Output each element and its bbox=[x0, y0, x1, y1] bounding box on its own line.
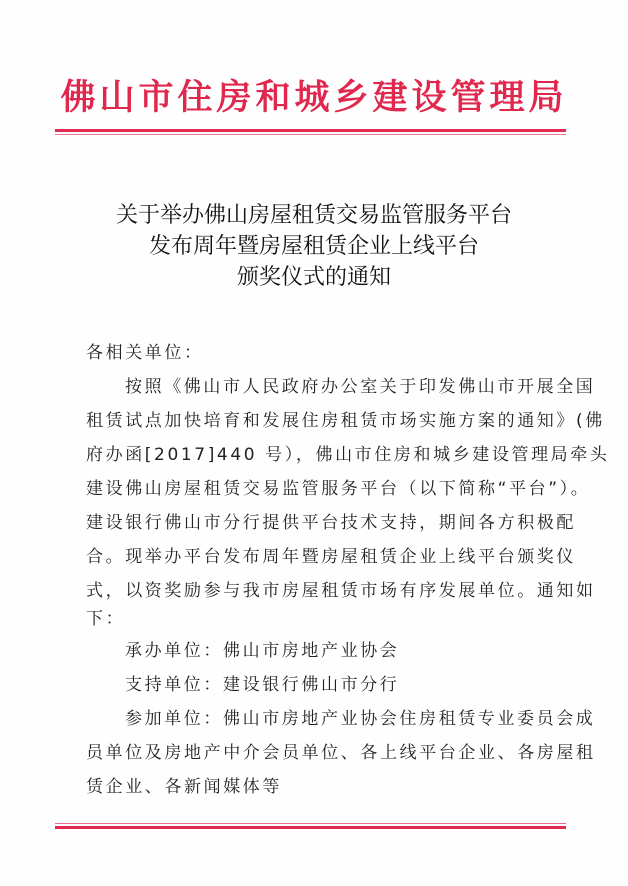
paragraph-line: 建设佛山房屋租赁交易监管服务平台（以下简称“平台”）。 bbox=[86, 479, 591, 499]
supporter-label: 支持单位： bbox=[125, 675, 223, 695]
supporter-value: 建设银行佛山市分行 bbox=[223, 675, 400, 695]
salutation: 各相关单位： bbox=[86, 343, 204, 363]
paragraph-line: 按照《佛山市人民政府办公室关于印发佛山市开展全国 bbox=[125, 377, 596, 397]
participants-label: 参加单位： bbox=[125, 709, 223, 729]
footer-rule-thin bbox=[55, 823, 566, 824]
letterhead-rule-thick bbox=[55, 129, 566, 132]
footer-rule-thick bbox=[55, 826, 566, 829]
paragraph-line: 合。现举办平台发布周年暨房屋租赁企业上线平台颁奖仪 bbox=[86, 547, 576, 567]
paragraph-line: 建设银行佛山市分行提供平台技术支持，期间各方积极配 bbox=[86, 513, 576, 533]
paragraph-line: 租赁试点加快培育和发展住房租赁市场实施方案的通知》(佛 bbox=[86, 411, 605, 431]
organizer-value: 佛山市房地产业协会 bbox=[223, 641, 400, 661]
participants-item bbox=[125, 702, 595, 736]
participants-value: 佛山市房地产业协会住房租赁专业委员会成 bbox=[223, 709, 596, 729]
letterhead-organization: 佛山市住房和城乡建设管理局 bbox=[60, 77, 568, 118]
organizer-label: 承办单位： bbox=[125, 641, 223, 661]
paragraph-line: 式，以资奖励参与我市房屋租赁市场有序发展单位。通知如 bbox=[86, 581, 596, 601]
title-line-3: 颁奖仪式的通知 bbox=[236, 265, 391, 290]
paragraph-line: 下： bbox=[86, 609, 126, 629]
participants-continuation: 赁企业、各新闻媒体等 bbox=[86, 777, 282, 797]
title-line-2: 发布周年暨房屋租赁企业上线平台 bbox=[148, 234, 479, 259]
organizer-item bbox=[125, 634, 399, 668]
document-title bbox=[0, 200, 628, 293]
paragraph-line: 府办函[2017]440 号），佛山市住房和城乡建设管理局牵头 bbox=[86, 445, 610, 465]
supporter-item bbox=[125, 668, 399, 702]
participants-continuation: 员单位及房地产中介会员单位、各上线平台企业、各房屋租 bbox=[86, 743, 596, 763]
letterhead-rule-thin bbox=[55, 134, 566, 135]
title-line-1: 关于举办佛山房屋租赁交易监管服务平台 bbox=[115, 203, 512, 228]
